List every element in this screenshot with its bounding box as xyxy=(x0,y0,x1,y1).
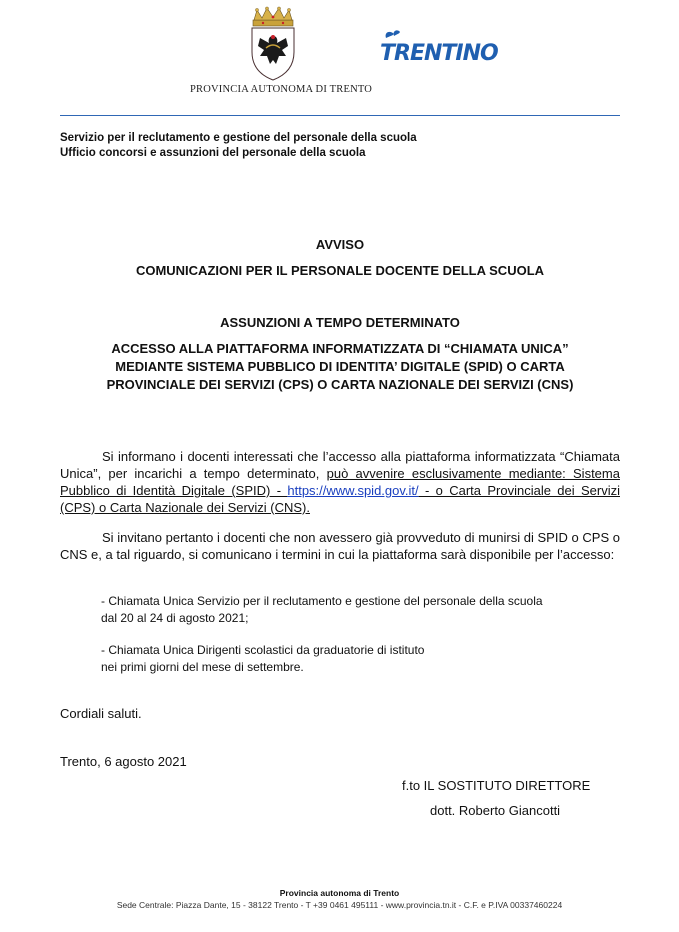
footer-title: Provincia autonoma di Trento xyxy=(279,888,400,898)
closing-greeting: Cordiali saluti. xyxy=(60,706,142,721)
list-item xyxy=(101,642,424,676)
heading-assunzioni: ASSUNZIONI A TEMPO DETERMINATO xyxy=(220,315,460,330)
heading-accesso-line2: MEDIANTE SISTEMA PUBBLICO DI IDENTITA’ DIGITALE (SPID) O CARTA xyxy=(115,359,565,374)
trentino-logo-icon xyxy=(380,30,498,70)
heading-accesso xyxy=(60,340,620,394)
paragraph-access-info xyxy=(60,448,620,516)
paragraph-invitation: Si invitano pertanto i docenti che non avessero già provveduto di munirsi di SPID o CPS o CNS e, a tal riguardo, si comunicano i termini in cui la piattaforma sarà disponibile per l’accesso: xyxy=(60,530,620,562)
list-item xyxy=(101,593,543,627)
item2-line2: nei primi giorni del mese di settembre. xyxy=(101,660,304,674)
heading-avviso: AVVISO xyxy=(315,237,365,252)
office-block xyxy=(60,131,417,160)
item2-line1: - Chiamata Unica Dirigenti scolastici da graduatorie di istituto xyxy=(101,643,425,657)
header-divider xyxy=(60,115,620,116)
office-unit: Ufficio concorsi e assunzioni del personale della scuola xyxy=(60,146,366,159)
signature-title: f.to IL SOSTITUTO DIRETTORE xyxy=(402,778,591,793)
heading-comunicazioni: COMUNICAZIONI PER IL PERSONALE DOCENTE DELLA SCUOLA xyxy=(135,263,545,278)
coat-of-arms-icon xyxy=(248,6,298,82)
item1-line2: dal 20 al 24 di agosto 2021; xyxy=(101,611,249,625)
spid-link[interactable]: https://www.spid.gov.it/ xyxy=(287,483,419,498)
document-date: Trento, 6 agosto 2021 xyxy=(60,754,187,769)
p1-text: Si informano i docenti interessati che l’accesso alla piattaforma informatizzata “Chiamata Unica”, per incarichi a tempo determinato, xyxy=(60,449,620,481)
footer-address: Sede Centrale: Piazza Dante, 15 - 38122 Trento - T +39 0461 495111 - www.provincia.tn.it - C.F. e P.IVA 00337460224 xyxy=(116,900,563,910)
svg-text:TRENTINO: TRENTINO xyxy=(380,41,498,66)
office-service: Servizio per il reclutamento e gestione del personale della scuola xyxy=(60,132,417,144)
heading-accesso-line3: PROVINCIALE DEI SERVIZI (CPS) O CARTA NAZIONALE DEI SERVIZI (CNS) xyxy=(106,377,574,392)
p1-underlined-b: - o Carta Provinciale dei Servizi (CPS) o Carta Nazionale dei Servizi (CNS). xyxy=(60,483,620,515)
signature-name: dott. Roberto Giancotti xyxy=(430,803,561,818)
heading-accesso-line1: ACCESSO ALLA PIATTAFORMA INFORMATIZZATA DI “CHIAMATA UNICA” xyxy=(111,341,569,356)
item1-line1: - Chiamata Unica Servizio per il reclutamento e gestione del personale della scuola xyxy=(101,594,543,608)
p1-underlined-a: può avvenire esclusivamente mediante: Sistema Pubblico di Identità Digitale (SPID) - xyxy=(60,466,620,498)
province-name: PROVINCIA AUTONOMA DI TRENTO xyxy=(190,84,373,95)
